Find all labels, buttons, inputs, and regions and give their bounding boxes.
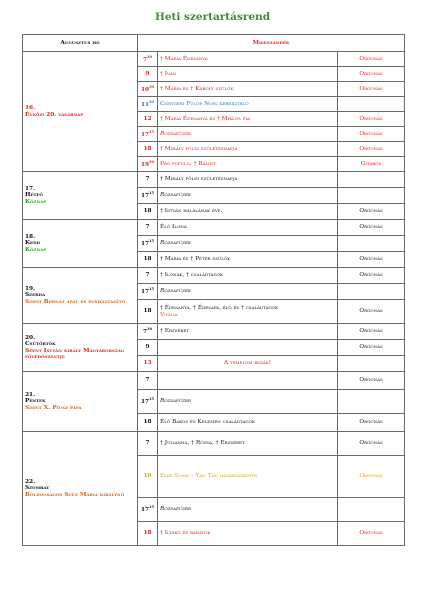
day-cell: [23, 220, 138, 268]
mass-time: 18: [138, 522, 158, 546]
music-note: [338, 97, 405, 112]
intention-text: † Mária és † Péter szülők: [160, 256, 231, 263]
mass-time: 9: [138, 67, 158, 82]
music-note: [338, 498, 405, 522]
mass-intention: [158, 372, 338, 390]
mass-intention: [158, 157, 338, 172]
mass-intention: [158, 300, 338, 324]
intention-text: † Mária Édesanya és † Miklós fia: [160, 115, 250, 122]
mass-intention: [158, 456, 338, 498]
music-note: Orgonás: [338, 252, 405, 268]
day-number: 21.: [25, 391, 36, 398]
mass-intention: [158, 432, 338, 456]
mass-time: $17^{15}$: [138, 390, 158, 414]
day-number: 19.: [25, 285, 36, 292]
intention-text: † Mihály földi születésnapja: [160, 176, 238, 183]
music-note: Orgonás: [338, 142, 405, 157]
music-note: [338, 188, 405, 204]
music-note: Orgonás: [338, 52, 405, 67]
mass-time: 7: [138, 432, 158, 456]
music-note: Gitáros: [338, 157, 405, 172]
mass-time: 7: [138, 220, 158, 236]
schedule-row: [23, 372, 405, 390]
schedule-row: [23, 432, 405, 456]
music-note: Orgonás: [338, 220, 405, 236]
music-note: Orgonás: [338, 112, 405, 127]
mass-time: 18: [138, 204, 158, 220]
mass-intention: [158, 414, 338, 432]
mass-time: 9: [138, 340, 158, 356]
mass-time: $17^{15}$: [138, 498, 158, 522]
intention-text: † Iván: [160, 70, 177, 77]
intention-text: † Mihály földi születésnapja: [160, 145, 238, 152]
feast-name: Köznap: [25, 246, 47, 253]
day-cell: [23, 324, 138, 372]
mass-intention: [158, 142, 338, 157]
mass-intention: [158, 324, 338, 340]
mass-intention: [158, 390, 338, 414]
vigil-label: Vigília: [160, 311, 178, 318]
music-note: Orgonás: [338, 82, 405, 97]
mass-time: 18: [138, 300, 158, 324]
day-name: Kedd: [25, 240, 41, 247]
day-cell: [23, 432, 138, 546]
intention-text: Rózsafüzér: [160, 130, 191, 137]
day-column-header: Augusztus hó: [23, 35, 138, 52]
day-number: 16.: [25, 105, 36, 112]
schedule-row: [23, 220, 405, 236]
schedule-row: [23, 324, 405, 340]
day-name: Hétfő: [25, 192, 43, 199]
mass-intention: [158, 236, 338, 252]
header-row: [23, 35, 405, 52]
mass-column-header: Miseszándék: [138, 35, 405, 52]
mass-intention: [158, 522, 338, 546]
music-note: Orgonás: [338, 268, 405, 284]
mass-intention: [158, 268, 338, 284]
music-note: Orgonás: [338, 204, 405, 220]
intention-text: Rózsafüzér: [160, 288, 191, 295]
music-note: [338, 172, 405, 188]
mass-time: 18: [138, 252, 158, 268]
music-note: [338, 236, 405, 252]
intention-text: Rózsafüzér: [160, 192, 191, 199]
intention-text: † Ilonák, † családtagok: [160, 272, 224, 279]
feast-name: Szent István király Magyarország fővédőszentje: [25, 347, 125, 360]
mass-time: 18: [138, 414, 158, 432]
mass-intention: [158, 252, 338, 268]
day-cell: [23, 372, 138, 432]
intention-text: Elek Soma – Yan Tan házasságkötés: [160, 473, 258, 480]
intention-text: Élő Bakos és Kelemen családtagok: [160, 419, 255, 426]
feast-name: Szent X. Piusz pápa: [25, 404, 82, 411]
day-cell: [23, 172, 138, 220]
intention-text: Élő Ilona: [160, 224, 187, 231]
music-note: Orgonás: [338, 300, 405, 324]
feast-name: Köznap: [25, 198, 47, 205]
mass-time: 7: [138, 268, 158, 284]
music-note: Orgonás: [338, 324, 405, 340]
schedule-row: [23, 52, 405, 67]
day-name: Szombat: [25, 485, 50, 492]
intention-text: † Mária Édesanya: [160, 55, 208, 62]
day-name: Szerda: [25, 292, 46, 299]
day-name: Csütörtök: [25, 341, 56, 348]
schedule-row: [23, 172, 405, 188]
mass-intention: [158, 356, 338, 372]
schedule-row: [23, 268, 405, 284]
mass-time: $17^{15}$: [138, 127, 158, 142]
mass-time: 12: [138, 112, 158, 127]
mass-time: 7: [138, 172, 158, 188]
mass-intention: [158, 188, 338, 204]
day-number: 17.: [25, 185, 36, 192]
intention-text: Rózsafüzér: [160, 398, 191, 405]
day-number: 18.: [25, 233, 36, 240]
intention-text: † Julianna, † Rózsa, † Erzsébet: [160, 440, 245, 447]
mass-time: 18: [138, 142, 158, 157]
mass-intention: [158, 97, 338, 112]
intention-text: † Mária és † Károly szülők: [160, 85, 234, 92]
mass-intention: [158, 284, 338, 300]
music-note: [338, 356, 405, 372]
day-number: 20.: [25, 334, 36, 341]
mass-intention: [158, 498, 338, 522]
music-note: Orgonás: [338, 67, 405, 82]
intention-text: Rózsafüzér: [160, 506, 191, 513]
mass-time: $17^{15}$: [138, 236, 158, 252]
music-note: Orgonás: [338, 456, 405, 498]
day-cell: [23, 52, 138, 172]
intention-text: † István halálának évf.: [160, 208, 223, 215]
mass-time: 10: [138, 456, 158, 498]
mass-intention: [158, 52, 338, 67]
music-note: Orgonás: [338, 372, 405, 390]
intention-text: † Ildikó és barátok: [160, 530, 211, 537]
intention-text: Pro populo, † Bálint: [160, 160, 216, 167]
mass-time: $7^{30}$: [138, 52, 158, 67]
intention-text: † Édesanya, † Édesapa, élő és † családtagok: [160, 305, 278, 312]
mass-intention: [158, 112, 338, 127]
feast-name: Szent Bernát apát és egyháztanító: [25, 298, 126, 305]
mass-time: $10^{30}$: [138, 82, 158, 97]
mass-intention: [158, 204, 338, 220]
intention-text: Rózsafüzér: [160, 240, 191, 247]
mass-intention: [158, 220, 338, 236]
music-note: [338, 284, 405, 300]
music-note: Orgonás: [338, 340, 405, 356]
schedule-table: [22, 34, 405, 546]
mass-intention: [158, 67, 338, 82]
mass-time: $17^{15}$: [138, 188, 158, 204]
music-note: Orgonás: [338, 522, 405, 546]
day-name: Péntek: [25, 398, 46, 405]
music-note: Orgonás: [338, 432, 405, 456]
mass-time: $17^{15}$: [138, 284, 158, 300]
mass-intention: [158, 127, 338, 142]
day-cell: [23, 268, 138, 324]
intention-text: † Erzsébet: [160, 328, 189, 335]
music-note: Orgonás: [338, 414, 405, 432]
day-name: Évközi 20. vasárnap: [25, 111, 84, 118]
mass-intention: [158, 172, 338, 188]
mass-time: $11^{30}$: [138, 97, 158, 112]
mass-intention: [158, 340, 338, 356]
page-title: Heti szertartásrend: [154, 11, 271, 23]
mass-time: $7^{30}$: [138, 324, 158, 340]
feast-name: Boldogságos Szűz Mária királynő: [25, 491, 125, 498]
mass-intention: [158, 82, 338, 97]
music-note: Orgonás: [338, 127, 405, 142]
day-number: 22.: [25, 478, 36, 485]
mass-time: 13: [138, 356, 158, 372]
mass-time: $19^{30}$: [138, 157, 158, 172]
music-note: [338, 390, 405, 414]
intention-text: Csengeri Fülöp Noel keresztelő: [160, 100, 249, 107]
intention-text: A templom bezár!: [223, 360, 272, 367]
mass-time: 7: [138, 372, 158, 390]
